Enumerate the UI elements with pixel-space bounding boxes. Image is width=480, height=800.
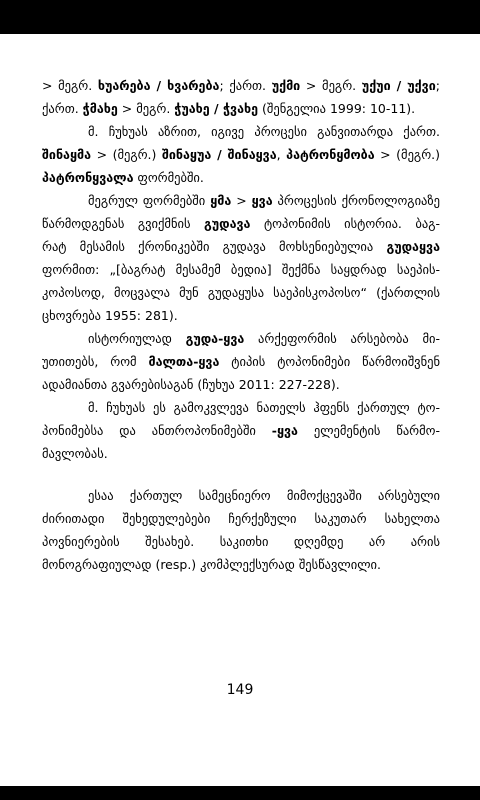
paragraph	[42, 484, 440, 576]
bold-term: შინაყმა	[42, 147, 92, 162]
text-line	[42, 442, 440, 465]
text-line	[42, 281, 440, 304]
text-run: მავლობას.	[42, 446, 108, 461]
text-run: მ. ჩუხუას აზრით, იგივე პროცესი განვითარდა ქართ.	[88, 124, 440, 139]
text-run: არქეფორმის არსებობა მი-	[244, 331, 440, 346]
bold-term: ყმა	[210, 193, 232, 208]
bold-term: ყვა	[251, 193, 273, 208]
text-run: მეგრულ ფორმებში	[88, 193, 211, 208]
text-run: რატ მესამის ქრონიკებში გუდავა მოხსენიებულია	[42, 239, 387, 254]
text-run: > მეგრ.	[42, 78, 98, 93]
text-line	[42, 74, 440, 97]
text-line	[42, 258, 440, 281]
paragraph	[42, 396, 440, 465]
text-run: კოპოსოდ, მოცვალა მუნ გუდაყუსა საეპისკოპოსო“ (ქართლის	[42, 285, 440, 300]
text-run: მ. ჩუხუას ეს გამოკვლევა ნათელს ჰფენს ქართულ ტო-	[88, 400, 440, 415]
text-line	[42, 484, 440, 507]
text-run: ადამიანთა გვარებისაგან (ჩუხუა 2011: 227-228).	[42, 377, 340, 392]
bold-term: გუდაყვა	[386, 239, 440, 254]
text-run: ესაა ქართულ სამეცნიერო მიმოქცევაში არსებული	[88, 488, 440, 503]
text-run: ; ქართ.	[219, 78, 272, 93]
bold-term: ხუარება / ხვარება	[97, 78, 220, 93]
paragraph	[42, 189, 440, 327]
text-run: უთითებს, რომ	[42, 354, 149, 369]
page-text	[42, 74, 440, 576]
text-line	[42, 235, 440, 258]
text-line	[42, 304, 440, 327]
bold-term: -ყვა	[271, 423, 298, 438]
reader-page[interactable]	[0, 34, 480, 786]
text-run: ტოპონიმის ისტორია. ბაგ-	[250, 216, 440, 231]
text-line	[42, 419, 440, 442]
text-run: ქართ.	[42, 101, 83, 116]
bold-term: უქმი	[271, 78, 301, 93]
text-run: (შენგელია 1999: 10-11).	[258, 101, 416, 116]
bold-term: გუდავა	[203, 216, 251, 231]
text-run: > მეგრ.	[300, 78, 362, 93]
text-run: ,	[276, 147, 287, 162]
paragraph	[42, 74, 440, 120]
page-number: 149	[226, 682, 254, 698]
text-run: ელემენტის წარმო-	[297, 423, 440, 438]
bold-term: პატრონყვალა	[42, 170, 134, 185]
text-run: > მეგრ.	[117, 101, 175, 116]
text-line	[42, 396, 440, 419]
text-line	[42, 530, 440, 553]
text-run: პოვნიერების შესახებ. საკითხი დღემდე არ არის	[42, 534, 440, 549]
text-line	[42, 507, 440, 530]
text-run: >	[231, 193, 252, 208]
text-line	[42, 373, 440, 396]
text-run: ცხოვრება 1955: 281).	[42, 308, 178, 323]
text-line	[42, 97, 440, 120]
bold-term: ჭმახე	[82, 101, 118, 116]
paragraph	[42, 120, 440, 189]
bold-term: უქუი / უქვი	[361, 78, 436, 93]
text-line	[42, 189, 440, 212]
bold-term: პატრონყმობა	[286, 147, 375, 162]
bold-term: შინაყუა / შინაყვა	[161, 147, 277, 162]
text-run: ტიპის ტოპონიმები წარმოიშვნენ	[219, 354, 440, 369]
text-line	[42, 120, 440, 143]
text-line	[42, 143, 440, 166]
text-run: მონოგრაფიულად (resp.) კომპლექსურად შესწავლილი.	[42, 557, 381, 572]
bold-term: მალთა-ყვა	[148, 354, 220, 369]
text-line	[42, 553, 440, 576]
bold-term: გუდა-ყვა	[185, 331, 245, 346]
text-run: ისტორიულად	[88, 331, 186, 346]
text-line	[42, 212, 440, 235]
text-run: > (მეგრ.)	[91, 147, 162, 162]
text-run: ფორმით: „[ბაგრატ მესამემ ბედია] შექმნა საყდრად საეპის-	[42, 262, 440, 277]
text-line	[42, 327, 440, 350]
text-run: პონიმებსა და ანთროპონიმებში	[42, 423, 272, 438]
text-run: ;	[435, 78, 440, 93]
text-line	[42, 350, 440, 373]
text-run: წარმოდგენას გვიქმნის	[42, 216, 204, 231]
paragraph	[42, 327, 440, 396]
bold-term: ჭუახე / ჭვახე	[174, 101, 259, 116]
navigation-bar	[0, 786, 480, 800]
text-run: > (მეგრ.)	[374, 147, 440, 162]
text-run: ძირითადი შეხედულებები ჩერქეზული საკუთარ სახელთა	[42, 511, 440, 526]
text-run: ფორმებში.	[133, 170, 204, 185]
status-bar	[0, 0, 480, 34]
text-run: პროცესის ქრონოლოგიაზე	[272, 193, 440, 208]
text-line	[42, 166, 440, 189]
